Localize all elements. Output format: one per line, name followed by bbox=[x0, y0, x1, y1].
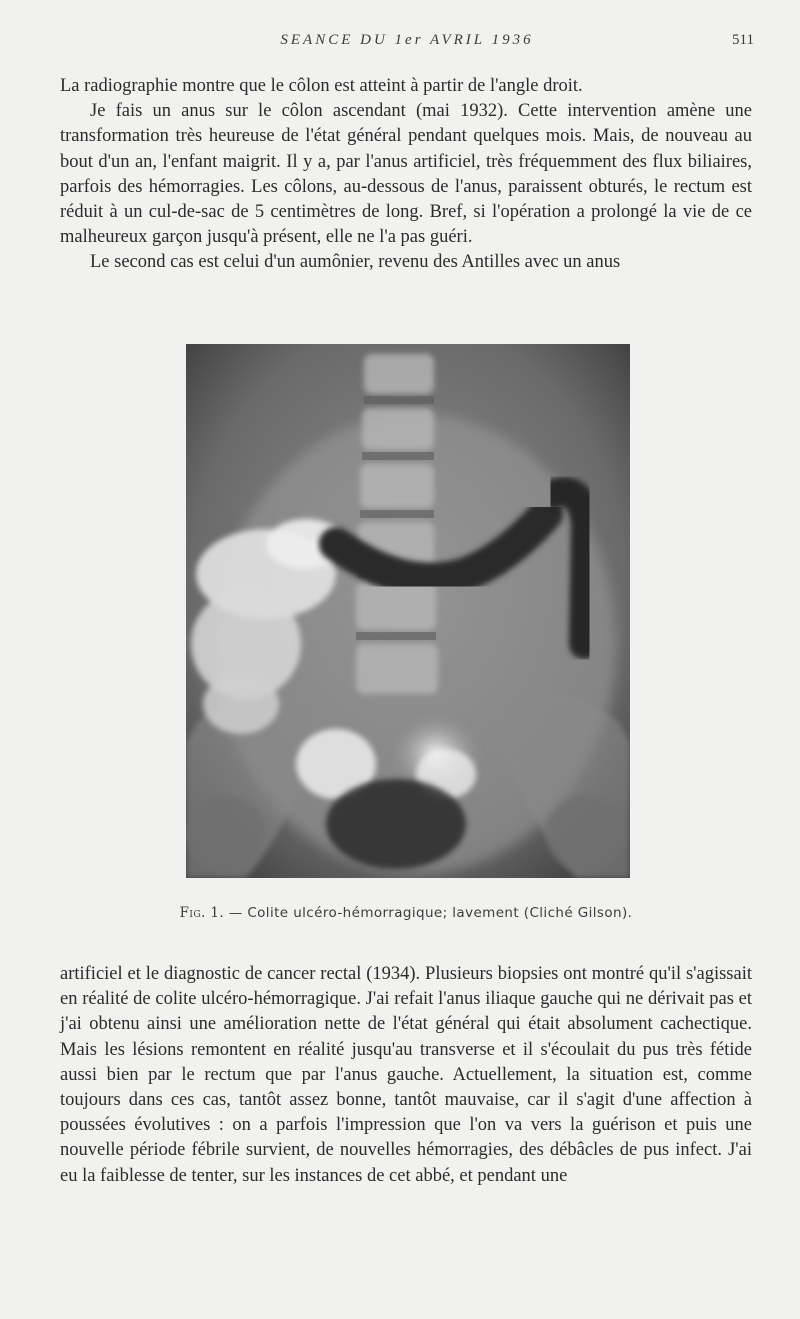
page-number: 511 bbox=[732, 32, 754, 48]
running-head: SEANCE DU 1er AVRIL 1936 bbox=[280, 32, 534, 48]
figure-label: Fig. 1. bbox=[179, 905, 225, 921]
paragraph: La radiographie montre que le côlon est atteint à partir de l'angle droit. bbox=[60, 76, 583, 96]
paragraph: Le second cas est celui d'un aumônier, revenu des Antilles avec un anus bbox=[90, 252, 621, 273]
figure-caption-text: — Colite ulcéro-hémorragique; lavement (Cliché Gilson). bbox=[224, 905, 633, 921]
figure-caption bbox=[60, 905, 752, 921]
radiograph-drawing bbox=[186, 344, 630, 878]
body-text-top bbox=[60, 74, 752, 276]
paragraph: Je fais un anus sur le côlon ascendant (mai 1932). Cette intervention amène une transformation très heureuse de l'état général pendant quelques mois. Mais, de nouveau au bout d'un an, l'enfant maigrit. Il y a, par l'anus artificiel, très fréquemment des flux biliaires, parfois des hémorragies. Les côlons, au-dessous de l'anus, paraissent obturés, le rectum est réduit à un cul-de-sac de 5 centimètres de long. Bref, si l'opération a prolongé la vie de ce malheureux garçon jusqu'à présent, elle ne l'a pas guéri. bbox=[60, 101, 752, 248]
radiograph-image bbox=[186, 344, 630, 878]
page-header bbox=[60, 32, 754, 56]
paragraph: artificiel et le diagnostic de cancer rectal (1934). Plusieurs biopsies ont montré qu'il s'agissait en réalité de colite ulcéro-hémorragique. J'ai refait l'anus iliaque gauche qui ne dérivait pas et j'ai obtenu ainsi une amélioration nette de l'état général qui était absolument cachectique. Mais les lésions remontent en réalité jusqu'au transverse et il s'écoulait du pus très fétide aussi bien par le rectum que par l'anus gauche. Actuellement, la situation est, comme toujours dans ces cas, tantôt assez bonne, tantôt mauvaise, car il s'agit d'une affection à poussées évolutives : on a parfois l'impression que l'on va vers la guérison et puis une nouvelle période fébrile survient, de nouvelles hémorragies, des débâcles de pus infect. J'ai eu la faiblesse de tenter, sur les instances de cet abbé, et pendant une bbox=[60, 964, 752, 1186]
body-text-bottom bbox=[60, 962, 752, 1189]
